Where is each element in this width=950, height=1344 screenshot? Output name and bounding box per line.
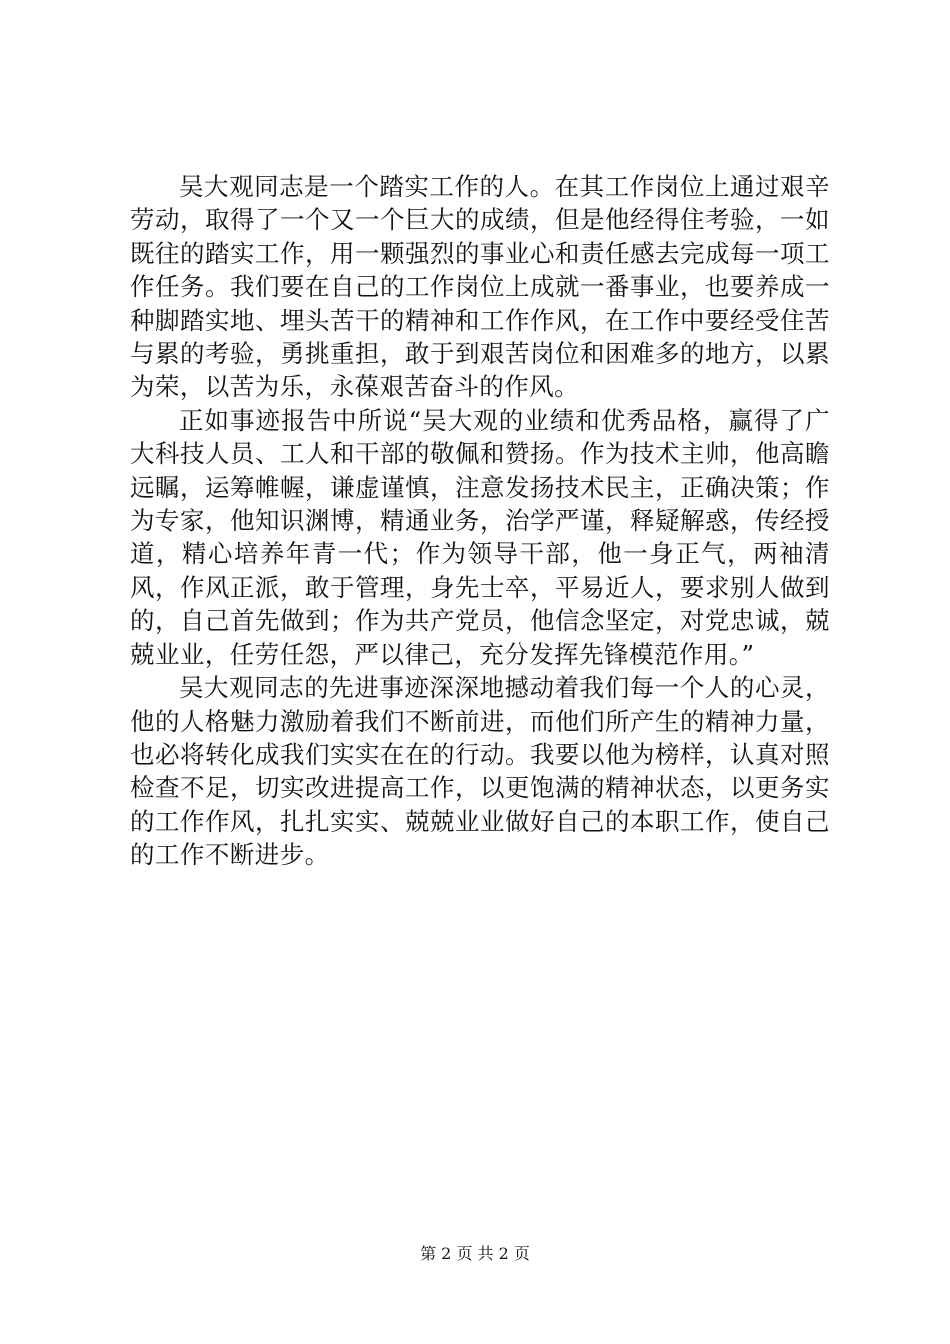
paragraph-1: 吴大观同志是一个踏实工作的人。在其工作岗位上通过艰辛劳动，取得了一个又一个巨大的成绩，但是他经得住考验，一如既往的踏实工作，用一颗强烈的事业心和责任感去完成每一项工作任务。我们要在自己的工作岗位上成就一番事业，也要养成一种脚踏实地、埋头苦干的精神和工作作风，在工作中要经受住苦与累的考验，勇挑重担，敢于到艰苦岗位和困难多的地方，以累为荣，以苦为乐，永葆艰苦奋斗的作风。 [130, 172, 830, 402]
paragraph-3: 吴大观同志的先进事迹深深地撼动着我们每一个人的心灵，他的人格魅力激励着我们不断前进，而他们所产生的精神力量，也必将转化成我们实实在在的行动。我要以他为榜样，认真对照检查不足，切实改进提高工作，以更饱满的精神状态，以更务实的工作作风，扎扎实实、兢兢业业做好自己的本职工作，使自己的工作不断进步。 [130, 673, 830, 870]
paragraph-2: 正如事迹报告中所说“吴大观的业绩和优秀品格，赢得了广大科技人员、工人和干部的敬佩和赞扬。作为技术主帅，他高瞻远瞩，运筹帷幄，谦虚谨慎，注意发扬技术民主，正确决策；作为专家，他知识渊博，精通业务，治学严谨，释疑解惑，传经授道，精心培养年青一代；作为领导干部，他一身正气，两袖清风，作风正派，敢于管理，身先士卒，平易近人，要求别人做到的，自己首先做到；作为共产党员，他信念坚定，对党忠诚，兢兢业业，任劳任怨，严以律己，充分发挥先锋模范作用。” [130, 405, 830, 669]
document-body [130, 170, 830, 872]
page-footer: 第 2 页 共 2 页 [420, 1244, 530, 1263]
